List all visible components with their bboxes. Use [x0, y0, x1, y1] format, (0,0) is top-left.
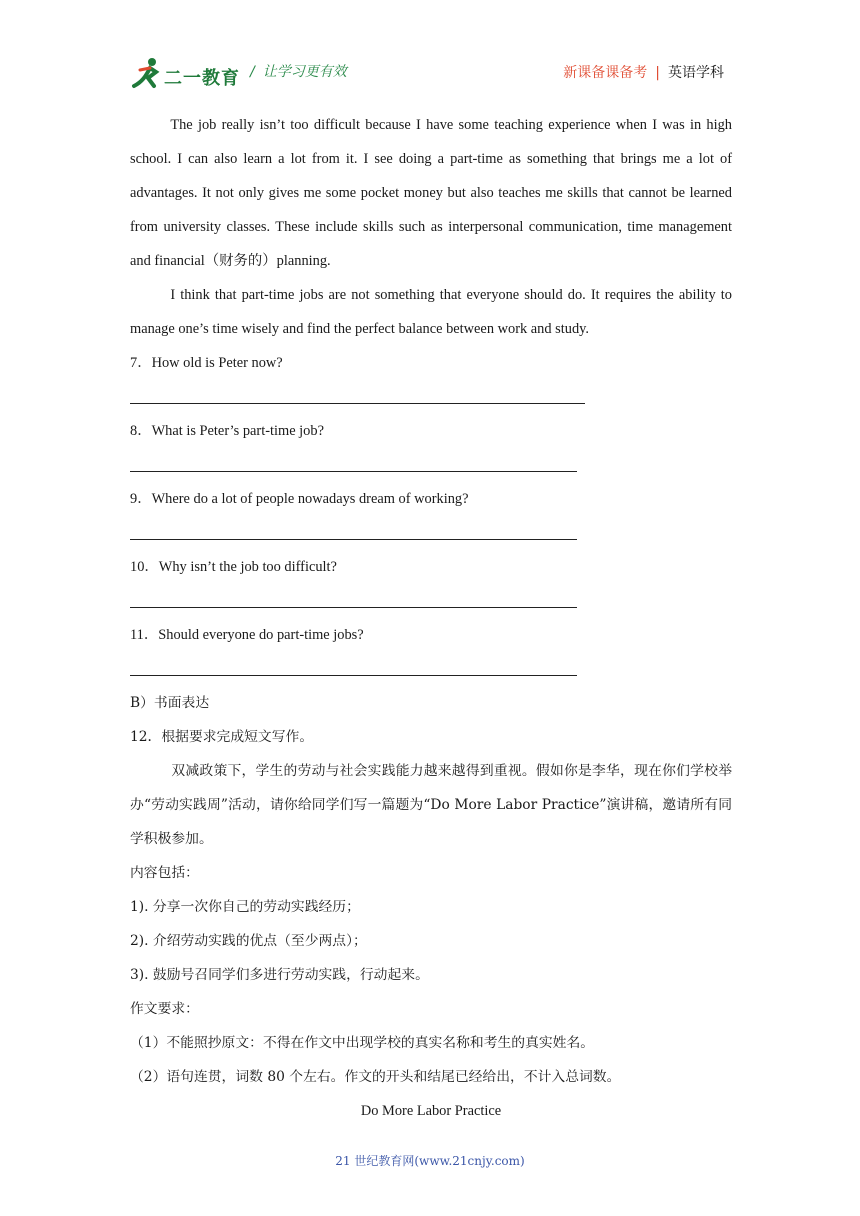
answer-line-8[interactable]	[130, 448, 732, 482]
question-10: 10．Why isn’t the job too difficult?	[130, 559, 337, 575]
passage-paragraph-2: I think that part-time jobs are not something that everyone should do. It requires the ability to manage one’s time wisely and find the perfect balance between work and study.	[130, 287, 732, 337]
page-header	[0, 0, 860, 100]
header-separator: |	[655, 65, 660, 81]
slogan-slash: /	[250, 64, 255, 80]
question-9: 9．Where do a lot of people nowadays dream of working?	[130, 491, 469, 507]
section-b-heading: B）书面表达	[130, 695, 210, 711]
question-8: 8．What is Peter’s part-time job?	[130, 423, 324, 439]
requirement-1: （1）不能照抄原文：不得在作文中出现学校的真实名称和考生的真实姓名。	[130, 1035, 595, 1051]
essay-title: Do More Labor Practice	[360, 1103, 502, 1119]
requirements-label: 作文要求：	[130, 1001, 199, 1017]
answer-line-10[interactable]	[130, 584, 732, 618]
slogan-text: 让学习更有效	[262, 64, 347, 80]
document-body	[130, 108, 732, 1128]
content-label: 内容包括：	[130, 865, 199, 881]
question-12: 12．根据要求完成短文写作。	[130, 729, 314, 745]
logo-text: 二一教育	[164, 68, 240, 89]
question-11: 11．Should everyone do part-time jobs?	[130, 627, 364, 643]
header-subject: 英语学科	[668, 65, 724, 81]
runner-logo-icon	[130, 56, 164, 90]
requirement-2: （2）语句连贯，词数 80 个左右。作文的开头和结尾已经给出，不计入总词数。	[130, 1069, 621, 1085]
content-point-3: 3). 鼓励号召同学们多进行劳动实践，行动起来。	[130, 967, 429, 983]
passage-paragraph-1: The job really isn’t too difficult because I have some teaching experience when I was in high school. I can also learn a lot from it. I see doing a part-time as something that brings me a lot of advantages. It not only gives me some pocket money but also teaches me skills that cannot be learned from university classes. These include skills such as interpersonal communication, time management and financial（财务的）planning.	[130, 117, 732, 269]
logo	[130, 56, 242, 90]
answer-line-7[interactable]	[130, 380, 732, 414]
answer-line-9[interactable]	[130, 516, 732, 550]
answer-line-11[interactable]	[130, 652, 732, 686]
page-footer: 21 世纪教育网(www.21cnjy.com)	[335, 1154, 525, 1168]
slogan	[250, 61, 347, 81]
content-point-2: 2). 介绍劳动实践的优点（至少两点）；	[130, 933, 367, 949]
question-7: 7．How old is Peter now?	[130, 355, 283, 371]
header-course-label: 新课备课备考	[563, 65, 648, 81]
writing-task-intro: 双减政策下，学生的劳动与社会实践能力越来越得到重视。假如你是李华，现在你们学校举办“劳动实践周”活动，请你给同学们写一篇题为“Do More Labor Practice”演讲稿，邀请所有同学积极参加。	[130, 763, 732, 847]
content-point-1: 1). 分享一次你自己的劳动实践经历；	[130, 899, 360, 915]
header-right	[563, 62, 724, 82]
